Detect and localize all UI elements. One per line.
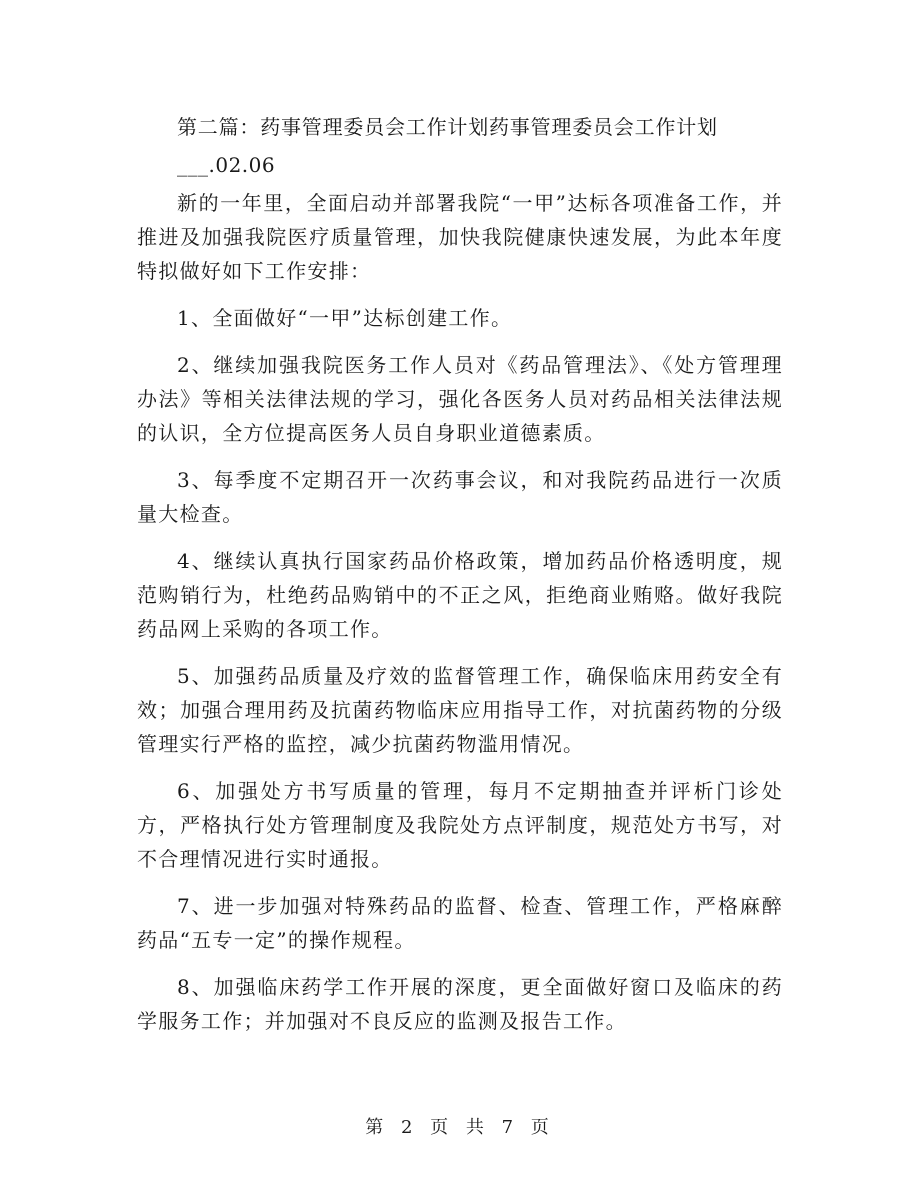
paragraph-item-3: 3、每季度不定期召开一次药事会议，和对我院药品进行一次质量大检查。 [137, 468, 783, 526]
page-number-footer: 第 2 页 共 7 页 [365, 1117, 555, 1138]
paragraph-item-2: 2、继续加强我院医务工作人员对《药品管理法》、《处方管理理办法》等相关法律法规的学习，强化各医务人员对药品相关法律法规的认识，全方位提高医务人员自身职业道德素质。 [137, 353, 783, 445]
paragraph-item-5: 5、加强药品质量及疗效的监督管理工作，确保临床用药安全有效；加强合理用药及抗菌药物临床应用指导工作，对抗菌药物的分级管理实行严格的监控，减少抗菌药物滥用情况。 [137, 664, 783, 756]
paragraph-item-6: 6、加强处方书写质量的管理，每月不定期抽查并评析门诊处方，严格执行处方管理制度及我院处方点评制度，规范处方书写，对不合理情况进行实时通报。 [137, 779, 783, 871]
paragraph-item-4: 4、继续认真执行国家药品价格政策，增加药品价格透明度，规范购销行为，杜绝药品购销中的不正之风，拒绝商业贿赂。做好我院药品网上采购的各项工作。 [137, 549, 783, 641]
paragraph-item-7: 7、进一步加强对特殊药品的监督、检查、管理工作，严格麻醉药品“五专一定”的操作规程。 [137, 894, 783, 952]
document-body [137, 110, 783, 1051]
document-date: ___.02.06 [177, 153, 276, 177]
paragraph-item-1: 1、全面做好“一甲”达标创建工作。 [177, 306, 513, 330]
document-title: 第二篇：药事管理委员会工作计划药事管理委员会工作计划 [177, 115, 718, 139]
paragraph-item-8: 8、加强临床药学工作开展的深度，更全面做好窗口及临床的药学服务工作；并加强对不良反应的监测及报告工作。 [137, 975, 783, 1033]
paragraph-intro: 新的一年里，全面启动并部署我院“一甲”达标各项准备工作，并推进及加强我院医疗质量管理，加快我院健康快速发展，为此本年度特拟做好如下工作安排： [137, 191, 783, 283]
